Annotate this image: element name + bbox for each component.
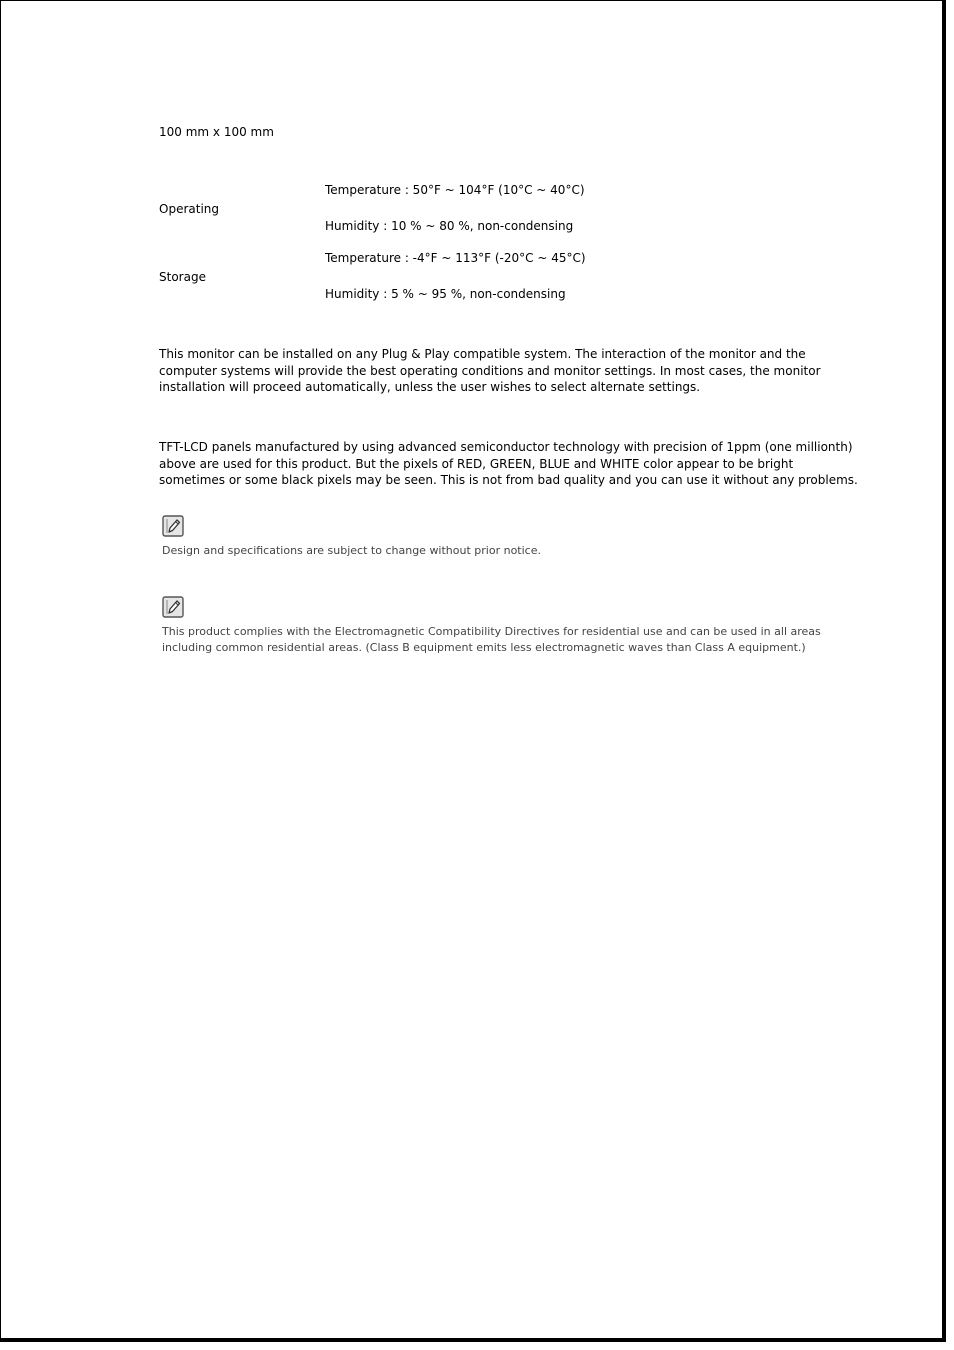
note-pencil-icon (162, 515, 184, 537)
storage-humidity: Humidity : 5 % ~ 95 %, non-condensing (325, 287, 566, 301)
note-line: including common residential areas. (Class B equipment emits less electromagnetic waves than Class A equipment.) (162, 640, 806, 654)
note-emc-compliance (162, 624, 821, 655)
storage-label: Storage (159, 270, 206, 284)
note-design-change (162, 543, 802, 559)
paragraph-line: sometimes or some black pixels may be seen. This is not from bad quality and you can use it without any problems. (159, 473, 858, 488)
plug-and-play-paragraph (159, 346, 819, 396)
note-line: This product complies with the Electromagnetic Compatibility Directives for residential use and can be used in all areas (162, 625, 821, 638)
dot-acceptable-paragraph (159, 439, 858, 489)
storage-temperature: Temperature : -4°F ~ 113°F (-20°C ~ 45°C) (325, 251, 586, 265)
paragraph-line: This monitor can be installed on any Plug & Play compatible system. The interaction of the monitor and the (159, 347, 806, 361)
paragraph-line: installation will proceed automatically, unless the user wishes to select alternate settings. (159, 380, 701, 395)
paragraph-line: TFT-LCD panels manufactured by using advanced semiconductor technology with precision of 1ppm (one millionth) (159, 440, 853, 454)
note-line: Design and specifications are subject to change without prior notice. (162, 544, 541, 557)
operating-humidity: Humidity : 10 % ~ 80 %, non-condensing (325, 219, 574, 233)
operating-label: Operating (159, 202, 219, 216)
paragraph-line: above are used for this product. But the pixels of RED, GREEN, BLUE and WHITE color appear to be bright (159, 456, 794, 471)
note-pencil-icon (162, 596, 184, 618)
vesa-mounting-value: 100 mm x 100 mm (159, 125, 274, 139)
operating-temperature: Temperature : 50°F ~ 104°F (10°C ~ 40°C) (325, 183, 585, 197)
paragraph-line: computer systems will provide the best operating conditions and monitor settings. In most cases, the monitor (159, 363, 821, 378)
